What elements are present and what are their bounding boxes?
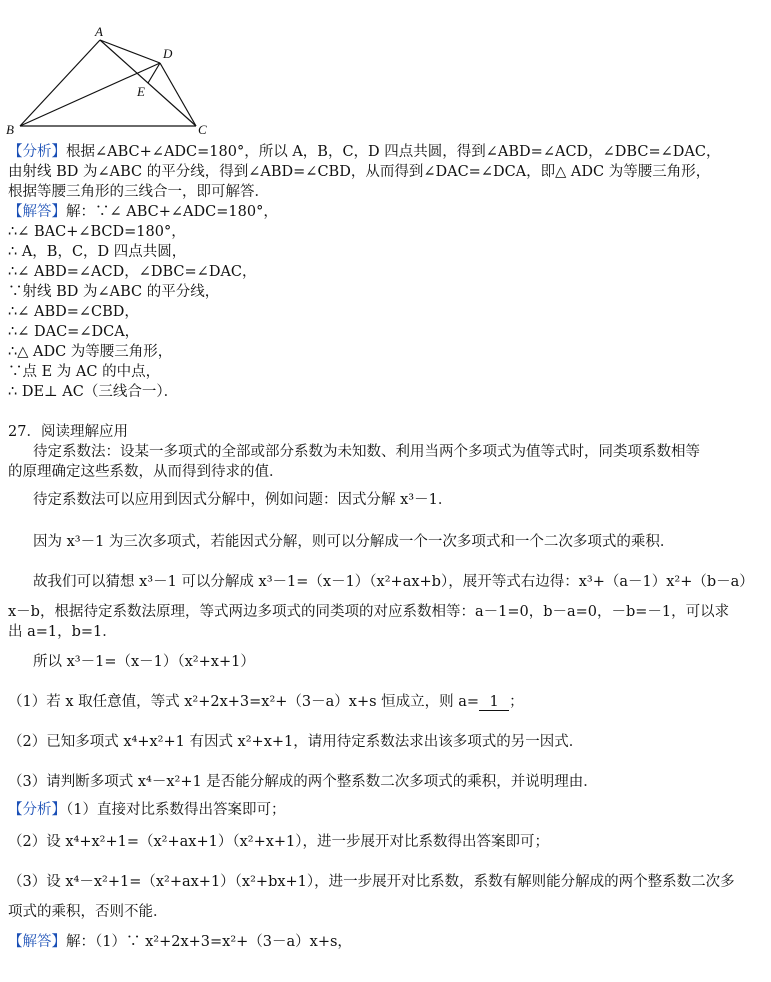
solution2-line1: 【解答】解：（1）∵ x²+2x+3=x²+（3－a）x+s， (8, 934, 352, 950)
label-E: E (137, 84, 145, 99)
question3: （3）请判断多项式 x⁴－x²+1 是否能分解成的两个整系数二次多项式的乘积，并说明理由． (8, 774, 598, 790)
solution-tag: 【解答】 (8, 934, 66, 950)
solution1-line2: ∴ A，B，C，D 四点共圆， (8, 244, 187, 260)
analysis1-line3: 根据等腰三角形的三线合一，即可解答． (8, 184, 269, 200)
solution1-line3: ∴∠ ABD=∠ACD，∠DBC=∠DAC， (8, 264, 257, 280)
solution1-line0: 【解答】解：∵∠ ABC+∠ADC=180°， (8, 204, 278, 220)
analysis1-line1: 【分析】根据∠ABC+∠ADC=180°，所以 A，B，C，D 四点共圆，得到∠ABD=∠ACD，∠DBC=∠DAC， (8, 144, 721, 160)
solution1-line7: ∴△ ADC 为等腰三角形， (8, 344, 173, 360)
analysis-tag: 【分析】 (8, 144, 66, 160)
solution-tag: 【解答】 (8, 204, 66, 220)
question2: （2）已知多项式 x⁴+x²+1 有因式 x²+x+1，请用待定系数法求出该多项式的另一因式． (8, 734, 584, 750)
analysis2-line2: （2）设 x⁴+x²+1=（x²+ax+1）（x²+x+1），进一步展开对比系数得出答案即可； (8, 834, 550, 850)
analysis-tag: 【分析】 (8, 802, 66, 818)
label-B: B (6, 122, 14, 137)
problem27-p4b: x－b，根据待定系数法原理，等式两边多项式的同类项的对应系数相等：a－1=0，b－a=0，－b=－1，可以求 (8, 604, 730, 620)
analysis2-line3a: （3）设 x⁴－x²+1=（x²+ax+1）（x²+bx+1），进一步展开对比系数，系数有解则能分解成的两个整系数二次多 (8, 874, 735, 890)
answer-blank: 1 (479, 694, 509, 711)
label-C: C (198, 122, 207, 137)
solution1-line9: ∴ DE⊥ AC（三线合一）． (8, 384, 179, 400)
problem27-p1a: 待定系数法：设某一多项式的全部或部分系数为未知数、利用当两个多项式为值等式时，同类项系数相等 (33, 444, 700, 460)
problem27-p5: 所以 x³－1=（x－1）（x²+x+1） (33, 654, 255, 670)
problem27-p3: 因为 x³－1 为三次多项式，若能因式分解，则可以分解成一个一次多项式和一个二次多项式的乘积． (33, 534, 675, 550)
solution1-line4: ∵射线 BD 为∠ABC 的平分线， (8, 284, 220, 300)
problem27-p1b: 的原理确定这些系数，从而得到待求的值． (8, 464, 284, 480)
solution1-line6: ∴∠ DAC=∠DCA， (8, 324, 140, 340)
problem27-p4c: 出 a=1，b=1． (8, 624, 117, 640)
segment-AD (100, 40, 160, 63)
question1: （1）若 x 取任意值，等式 x²+2x+3=x²+（3－a）x+s 恒成立，则 a= 1 ； (8, 694, 524, 710)
solution1-line8: ∵点 E 为 AC 的中点， (8, 364, 161, 380)
analysis1-line2: 由射线 BD 为∠ABC 的平分线，得到∠ABD=∠CBD，从而得到∠DAC=∠DCA，即△ ADC 为等腰三角形， (8, 164, 711, 180)
problem27-p2: 待定系数法可以应用到因式分解中，例如问题：因式分解 x³－1． (33, 492, 453, 508)
label-A: A (95, 24, 103, 39)
solution1-line1: ∴∠ BAC+∠BCD=180°， (8, 224, 186, 240)
segment-DC (160, 63, 196, 126)
problem27-p4a: 故我们可以猜想 x³－1 可以分解成 x³－1=（x－1）（x²+ax+b），展开等式右边得：x³+（a－1）x²+（b－a） (33, 574, 754, 590)
geometry-figure (0, 0, 230, 140)
solution1-line5: ∴∠ ABD=∠CBD， (8, 304, 139, 320)
analysis2-line1: 【分析】（1）直接对比系数得出答案即可； (8, 802, 286, 818)
analysis2-line3b: 项式的乘积，否则不能． (8, 904, 168, 920)
segment-AB (20, 40, 100, 126)
problem27-heading: 27．阅读理解应用 (8, 424, 128, 440)
label-D: D (163, 46, 173, 61)
